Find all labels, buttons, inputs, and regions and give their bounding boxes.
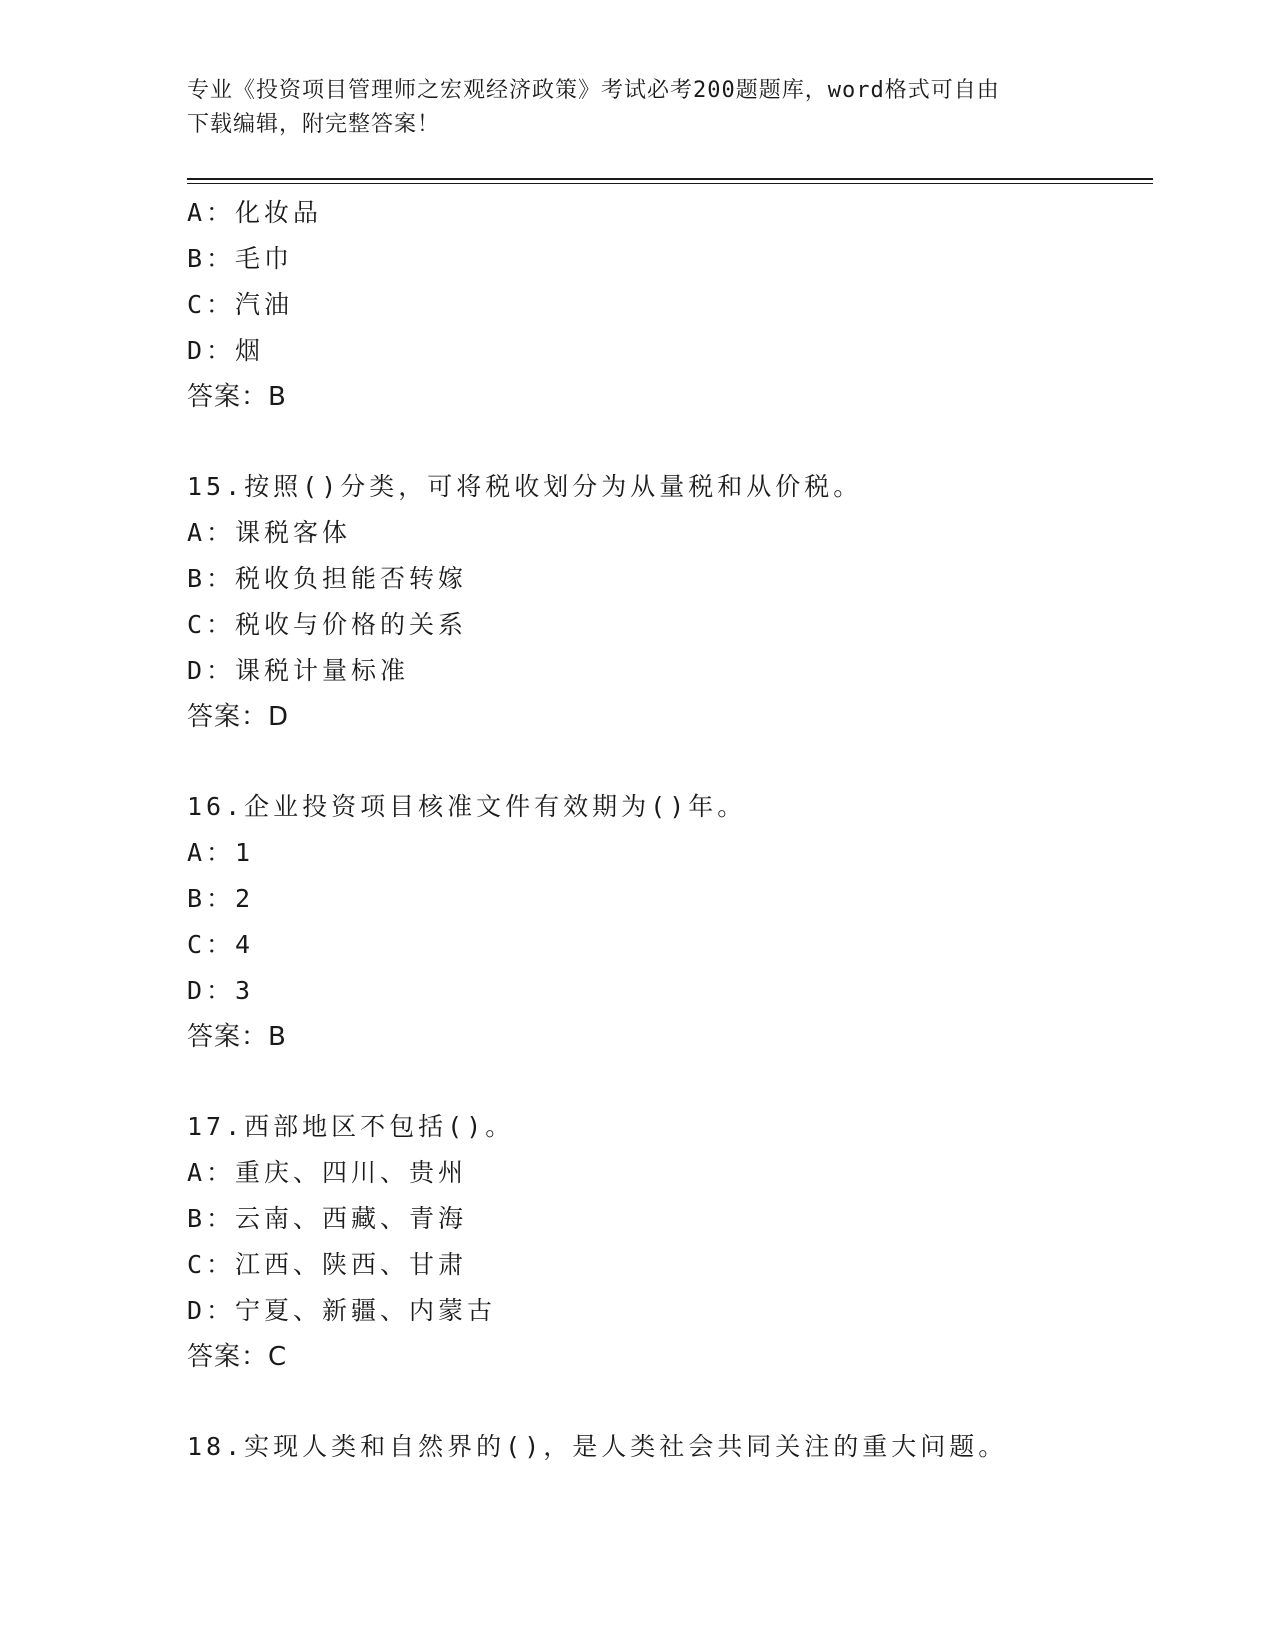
question-text: 15.按照()分类，可将税收划分为从量税和从价税。	[187, 472, 863, 501]
option-d: D：3	[187, 976, 255, 1005]
header-line-1: 专业《投资项目管理师之宏观经济政策》考试必考200题题库，word格式可自由	[187, 78, 1000, 103]
answer-line: 答案：D	[187, 702, 290, 732]
question-text: 17.西部地区不包括()。	[187, 1112, 515, 1141]
question-text: 18.实现人类和自然界的()，是人类社会共同关注的重大问题。	[187, 1432, 1008, 1461]
option-c: C：4	[187, 930, 255, 959]
option-c: C：江西、陕西、甘肃	[187, 1250, 468, 1279]
question-block-17	[187, 1104, 1153, 1380]
document-header	[187, 74, 1087, 142]
answer-line: 答案：B	[187, 1022, 287, 1052]
question-block-14	[187, 190, 1153, 420]
option-a: A：课税客体	[187, 518, 352, 547]
option-d: D：宁夏、新疆、内蒙古	[187, 1296, 497, 1325]
header-line-2: 下载编辑，附完整答案！	[187, 112, 441, 137]
question-text: 16.企业投资项目核准文件有效期为()年。	[187, 792, 747, 821]
answer-line: 答案：B	[187, 382, 287, 412]
option-d: D：课税计量标准	[187, 656, 410, 685]
option-d: D：烟	[187, 336, 265, 365]
question-block-16	[187, 784, 1153, 1060]
question-block-15	[187, 464, 1153, 740]
option-c: C：税收与价格的关系	[187, 610, 468, 639]
question-list	[187, 190, 1153, 1470]
question-spacer	[187, 740, 1153, 784]
option-b: B：毛巾	[187, 244, 294, 273]
option-b: B：云南、西藏、青海	[187, 1204, 468, 1233]
header-divider-thick	[187, 178, 1153, 180]
option-a: A：1	[187, 838, 255, 867]
question-spacer	[187, 1380, 1153, 1424]
question-spacer	[187, 420, 1153, 464]
question-spacer	[187, 1060, 1153, 1104]
header-divider-thin	[187, 183, 1153, 184]
answer-line: 答案：C	[187, 1342, 288, 1372]
option-b: B：2	[187, 884, 255, 913]
option-a: A：化妆品	[187, 198, 323, 227]
option-c: C：汽油	[187, 290, 294, 319]
question-block-18	[187, 1424, 1153, 1470]
option-a: A：重庆、四川、贵州	[187, 1158, 468, 1187]
option-b: B：税收负担能否转嫁	[187, 564, 468, 593]
